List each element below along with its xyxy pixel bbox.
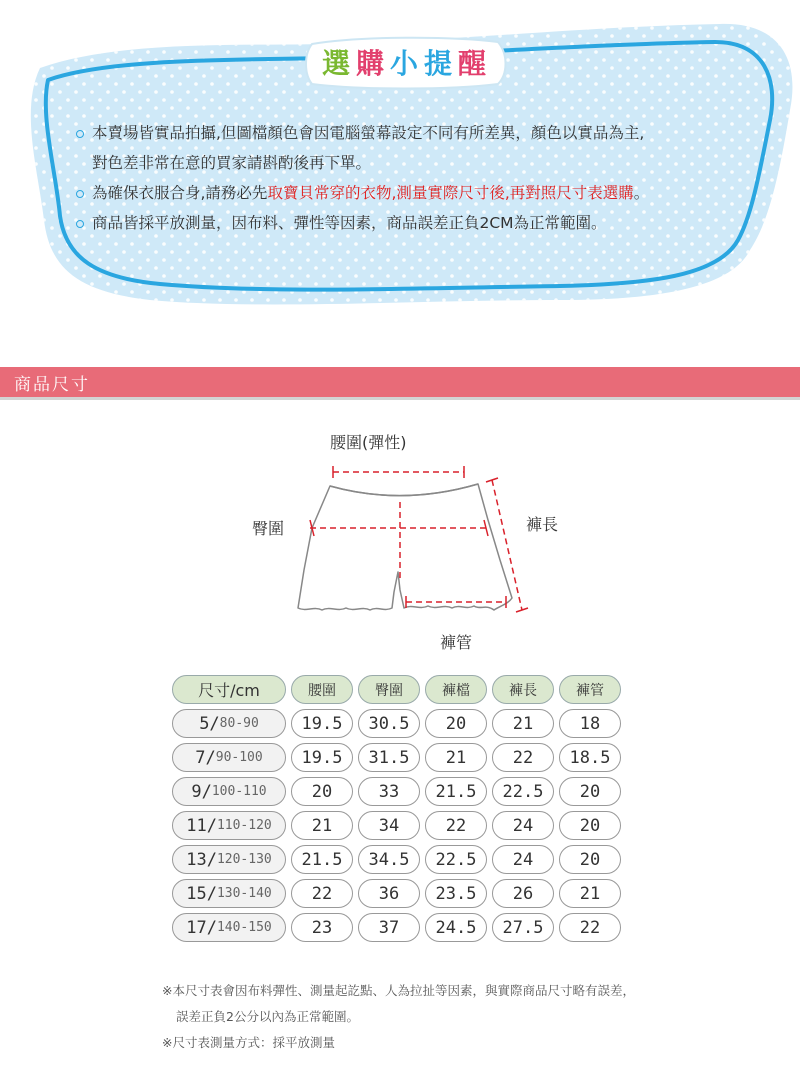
value-cell: 22.5 bbox=[425, 845, 487, 874]
table-row bbox=[172, 811, 621, 840]
label-leg: 褲管 bbox=[440, 633, 473, 652]
shorts-drawing bbox=[0, 420, 800, 660]
label-length: 褲長 bbox=[526, 515, 559, 534]
notes bbox=[162, 978, 635, 1056]
table-body bbox=[172, 709, 621, 942]
value-cell: 20 bbox=[559, 777, 621, 806]
header-hip: 臀圍 bbox=[358, 675, 420, 704]
note-line-3: ※尺寸表測量方式：採平放測量 bbox=[162, 1035, 335, 1050]
value-cell: 19.5 bbox=[291, 709, 353, 738]
note-line-1: ※本尺寸表會因布料彈性、測量起訖點、人為拉扯等因素，與實際商品尺寸略有誤差， bbox=[162, 983, 635, 998]
value-cell: 22 bbox=[492, 743, 554, 772]
size-number: 17/ bbox=[186, 917, 217, 938]
value-cell: 22 bbox=[559, 913, 621, 942]
value-cell: 24.5 bbox=[425, 913, 487, 942]
height-range: 100-110 bbox=[211, 784, 267, 799]
tip-item-2 bbox=[74, 178, 764, 208]
title-char-4: 提 bbox=[424, 47, 455, 80]
size-cell bbox=[172, 913, 286, 942]
size-cell bbox=[172, 777, 286, 806]
label-waist: 腰圍(彈性) bbox=[330, 433, 407, 452]
table-row bbox=[172, 777, 621, 806]
size-cell bbox=[172, 709, 286, 738]
size-number: 11/ bbox=[186, 815, 217, 836]
value-cell: 30.5 bbox=[358, 709, 420, 738]
height-range: 90-100 bbox=[215, 750, 263, 765]
header-waist: 腰圍 bbox=[291, 675, 353, 704]
table-row bbox=[172, 709, 621, 738]
size-number: 5/ bbox=[199, 713, 220, 734]
size-cell bbox=[172, 845, 286, 874]
value-cell: 31.5 bbox=[358, 743, 420, 772]
value-cell: 20 bbox=[559, 811, 621, 840]
bullet-icon bbox=[76, 220, 84, 228]
value-cell: 22 bbox=[425, 811, 487, 840]
title-chars bbox=[300, 34, 510, 90]
size-number: 9/ bbox=[191, 781, 212, 802]
value-cell: 18.5 bbox=[559, 743, 621, 772]
header-length: 褲長 bbox=[492, 675, 554, 704]
value-cell: 37 bbox=[358, 913, 420, 942]
tip-3-line-1: 商品皆採平放測量，因布料、彈性等因素，商品誤差正負2CM為正常範圍。 bbox=[92, 214, 607, 232]
height-range: 130-140 bbox=[216, 886, 272, 901]
height-range: 80-90 bbox=[219, 716, 259, 731]
value-cell: 34.5 bbox=[358, 845, 420, 874]
value-cell: 19.5 bbox=[291, 743, 353, 772]
size-cell bbox=[172, 743, 286, 772]
value-cell: 34 bbox=[358, 811, 420, 840]
tip-2-highlight: 取寶貝常穿的衣物,測量實際尺寸後,再對照尺寸表選購 bbox=[267, 184, 634, 202]
bullet-icon bbox=[76, 130, 84, 138]
size-cell bbox=[172, 811, 286, 840]
value-cell: 21 bbox=[492, 709, 554, 738]
header-leg: 褲管 bbox=[559, 675, 621, 704]
tip-1-line-2: 對色差非常在意的買家請斟酌後再下單。 bbox=[92, 154, 372, 172]
value-cell: 33 bbox=[358, 777, 420, 806]
height-range: 120-130 bbox=[216, 852, 272, 867]
value-cell: 21.5 bbox=[425, 777, 487, 806]
value-cell: 21 bbox=[291, 811, 353, 840]
value-cell: 22 bbox=[291, 879, 353, 908]
tip-item-3 bbox=[74, 208, 764, 238]
header-size: 尺寸/cm bbox=[172, 675, 286, 704]
shorts-outline bbox=[298, 484, 512, 610]
table-row bbox=[172, 743, 621, 772]
table-row bbox=[172, 879, 621, 908]
tips-list bbox=[74, 118, 764, 238]
bullet-icon bbox=[76, 190, 84, 198]
value-cell: 20 bbox=[559, 845, 621, 874]
tips-panel bbox=[0, 0, 800, 330]
title-char-3: 小 bbox=[389, 47, 420, 80]
size-number: 13/ bbox=[186, 849, 217, 870]
tips-title bbox=[300, 34, 510, 90]
label-hip: 臀圍 bbox=[252, 519, 285, 538]
value-cell: 24 bbox=[492, 811, 554, 840]
value-cell: 20 bbox=[425, 709, 487, 738]
value-cell: 21.5 bbox=[291, 845, 353, 874]
size-cell bbox=[172, 879, 286, 908]
value-cell: 27.5 bbox=[492, 913, 554, 942]
tip-2-text: 為確保衣服合身,請務必先 bbox=[92, 184, 268, 202]
title-char-1: 選 bbox=[321, 47, 352, 80]
value-cell: 21 bbox=[559, 879, 621, 908]
tip-2-end: 。 bbox=[633, 184, 650, 202]
tip-item-1 bbox=[74, 118, 764, 178]
value-cell: 20 bbox=[291, 777, 353, 806]
value-cell: 36 bbox=[358, 879, 420, 908]
section-bar bbox=[0, 367, 800, 400]
height-range: 110-120 bbox=[216, 818, 272, 833]
title-char-5: 醒 bbox=[458, 47, 489, 80]
table-header-row bbox=[172, 675, 621, 704]
value-cell: 24 bbox=[492, 845, 554, 874]
tip-1-line-1: 本賣場皆實品拍攝,但圖檔顏色會因電腦螢幕設定不同有所差異，顏色以實品為主, bbox=[92, 124, 645, 142]
title-char-2: 購 bbox=[355, 47, 386, 80]
note-line-2: 誤差正負2公分以內為正常範圍。 bbox=[176, 1009, 359, 1024]
header-crotch: 褲檔 bbox=[425, 675, 487, 704]
value-cell: 21 bbox=[425, 743, 487, 772]
size-number: 7/ bbox=[195, 747, 216, 768]
table-row bbox=[172, 913, 621, 942]
size-number: 15/ bbox=[186, 883, 217, 904]
value-cell: 23.5 bbox=[425, 879, 487, 908]
size-table bbox=[172, 675, 621, 947]
value-cell: 23 bbox=[291, 913, 353, 942]
table-row bbox=[172, 845, 621, 874]
value-cell: 22.5 bbox=[492, 777, 554, 806]
value-cell: 18 bbox=[559, 709, 621, 738]
section-title: 商品尺寸 bbox=[14, 375, 90, 395]
value-cell: 26 bbox=[492, 879, 554, 908]
height-range: 140-150 bbox=[216, 920, 272, 935]
size-diagram bbox=[0, 420, 800, 660]
